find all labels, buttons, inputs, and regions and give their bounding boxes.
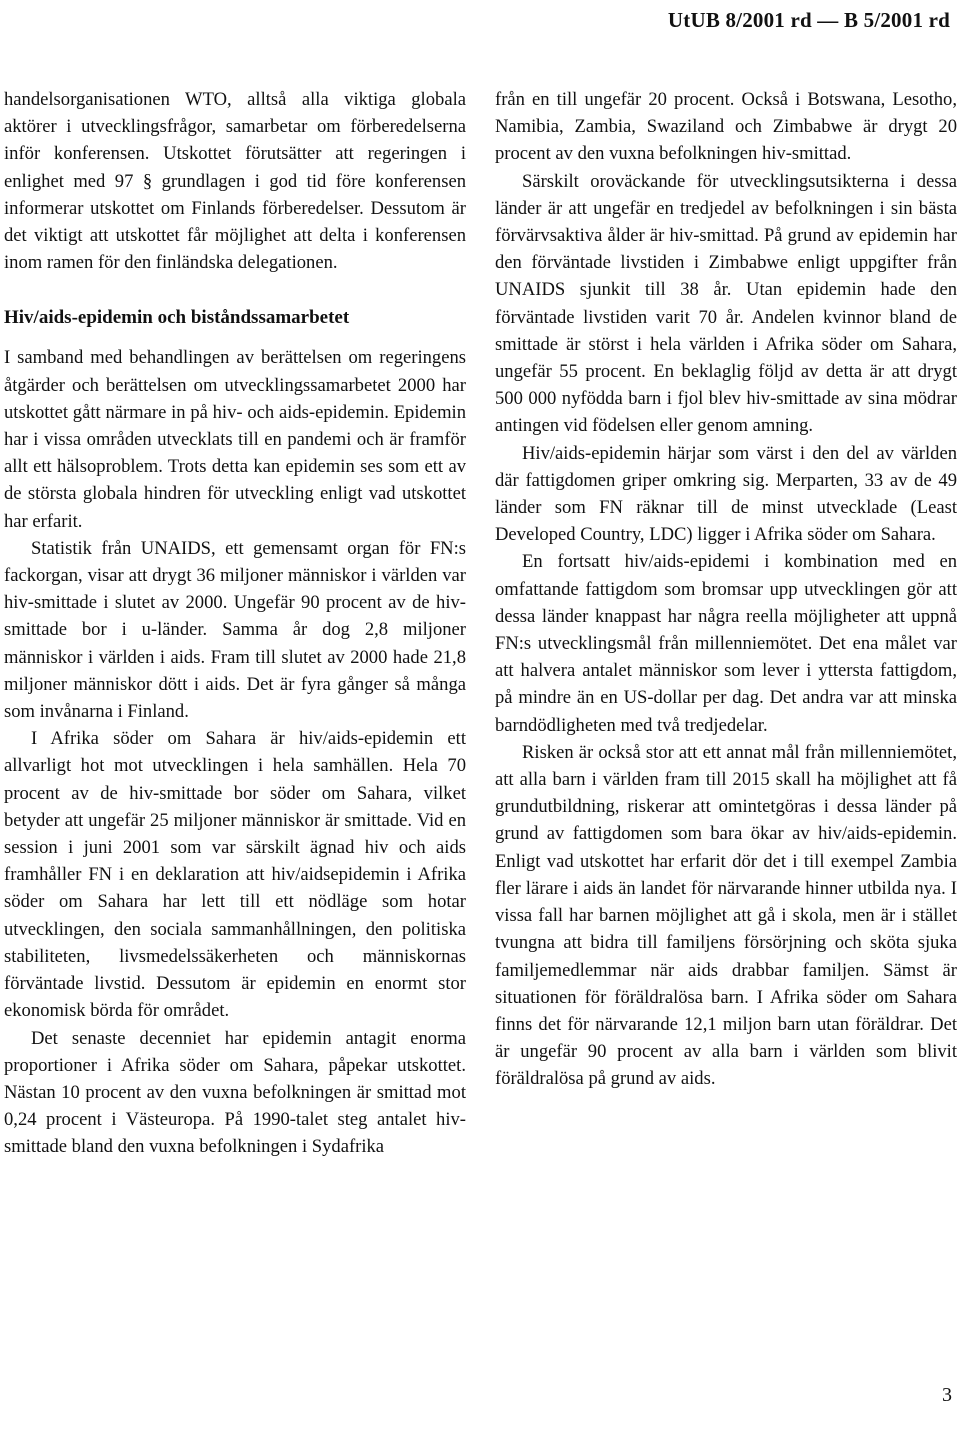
running-head: UtUB 8/2001 rd — B 5/2001 rd — [667, 8, 950, 32]
paragraph: handelsorganisationen WTO, alltså alla viktiga globala aktörer i utvecklingsfrågor, samarbetar om förberedelserna inför konferensen. Utskottet förutsätter att regeringen i enlighet med 97 § grundlagen i god tid före konferensen informerar utskottet om Finlands förberedelser. Dessutom är det viktigt att utskottet får möjlighet att delta i konferensen inom ramen för den finländska delegationen. — [4, 89, 466, 274]
left-column — [4, 86, 466, 1161]
paragraph: I samband med behandlingen av berättelsen om regeringens åtgärder och berättelsen om utvecklingssamarbetet 2000 har utskottet gått närmare in på hiv- och aids-epidemin. Epidemin har i vissa områden utvecklats till en pandemi och är framför allt ett hälsoproblem. Trots detta kan epidemin ses som ett av de största globala hindren för utveckling enligt vad utskottet har erfarit. — [4, 347, 466, 532]
section-heading: Hiv/aids-epidemin och biståndssamarbetet — [4, 307, 350, 329]
paragraph: Särskilt oroväckande för utvecklingsutsikterna i dessa länder är att ungefär en tredjedel av befolkningen i sin bästa förvärvsaktiva ålder är hiv-smittad. På grund av epidemin har den förväntade livstiden i Zimbabwe enligt uppgifter från UNAIDS sjunkit till 38 år. Utan epidemin hade den förväntade livstiden varit 70 år. Andelen kvinnor bland de smittade är störst i hela världen i Afrika söder om Sahara, ungefär 55 procent. En beklaglig följd av detta är att drygt 500 000 nyfödda barn i fjol blev hiv-smittade av sina mödrar antingen vid födelsen eller genom amning. — [495, 170, 957, 437]
paragraph: Det senaste decenniet har epidemin antagit enorma proportioner i Afrika söder om Sahara, påpekar utskottet. Nästan 10 procent av den vuxna befolkningen är smittad mot 0,24 procent i Västeuropa. På 1990-talet steg antalet hiv-smittade bland den vuxna befolkningen i Sydafrika — [4, 1027, 466, 1158]
paragraph: I Afrika söder om Sahara är hiv/aids-epidemin ett allvarligt hot mot utvecklingen i hela samhällen. Hela 70 procent av de hiv-smittade bor söder om Sahara, vilket betyder att ungefär 25 miljoner människor är smittade. Vid en session i juni 2001 som var särskilt ägnad hiv och aids framhåller FN i en deklaration att hiv/aidsepidemin i Afrika söder om Sahara har lett till ett nödläge som hotar utvecklingen, den sociala sammanhållningen, den politiska stabiliteten, livsmedelssäkerheten och människornas förväntade livstid. Dessutom är epidemin en enormt stor ekonomisk börda för området. — [4, 728, 466, 1022]
paragraph: från en till ungefär 20 procent. Också i Botswana, Lesotho, Namibia, Zambia, Swaziland och Zimbabwe är drygt 20 procent av den vuxna befolkningen hiv-smittad. — [495, 89, 957, 165]
right-column — [495, 86, 957, 1093]
paragraph: Risken är också stor att ett annat mål från millenniemötet, att alla barn i världen fram till 2015 skall ha möjlighet att få grundutbildning, riskerar att omintetgöras i dessa länder på grund av fattigdomen som bara ökar av hiv/aids-epidemin. Enligt vad utskottet har erfarit dör det i till exempel Zambia fler lärare i aids än landet för närvarande hinner utbilda nya. I vissa fall har barnen möjlighet att gå i skola, men är i stället tvungna att bidra till familjens försörjning och sköta sjuka familjemedlemmar när aids drabbar familjen. Sämst är situationen för föräldralösa barn. I Afrika söder om Sahara finns det för närvarande 12,1 miljon barn utan föräldrar. Det är ungefär 90 procent av alla barn i världen som blivit föräldralösa på grund av aids. — [495, 741, 957, 1090]
page-number: 3 — [942, 1384, 952, 1406]
paragraph: Statistik från UNAIDS, ett gemensamt organ för FN:s fackorgan, visar att drygt 36 miljoner människor i världen var hiv-smittade i slutet av 2000. Ungefär 90 procent av de hiv-smittade bor i u-länder. Samma år dog 2,8 miljoner människor i världen i aids. Fram till slutet av 2000 hade 21,8 miljoner människor dött i aids. Det är fyra gånger så många som invånarna i Finland. — [4, 537, 466, 723]
paragraph: Hiv/aids-epidemin härjar som värst i den del av världen där fattigdomen griper omkring sig. Merparten, 33 av de 49 länder som FN räknar till de minst utvecklade (Least Developed Country, LDC) ligger i Afrika söder om Sahara. — [495, 442, 957, 546]
paragraph: En fortsatt hiv/aids-epidemi i kombination med en omfattande fattigdom som bromsar upp utvecklingen gör att dessa länder knappast har några reella möjligheter att uppnå FN:s utvecklingsmål från millenniemötet. Det ena målet var att halvera antalet människor som lever i yttersta fattigdom, på mindre än en US-dollar per dag. Det andra var att minska barndödligheten med två tredjedelar. — [495, 551, 957, 736]
